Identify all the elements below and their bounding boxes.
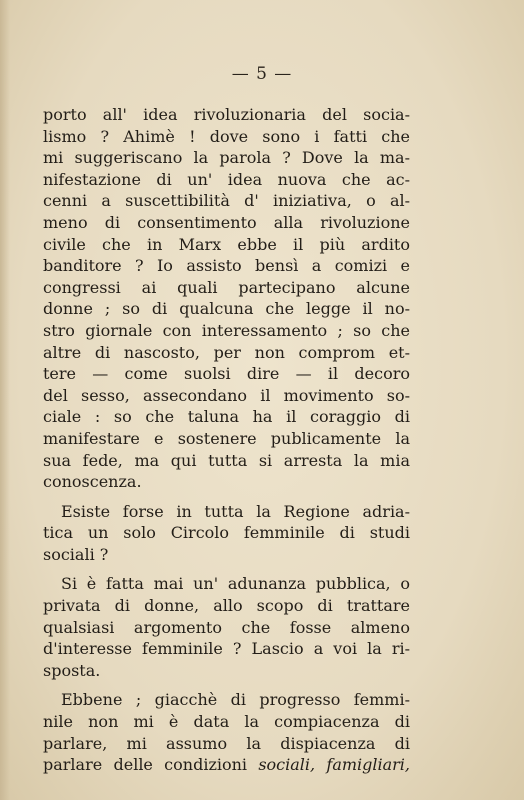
- paragraph-1: [43, 104, 410, 493]
- text-line: cenni a suscettibilità d' iniziativa, o al-: [43, 191, 410, 211]
- text-line: donne ; so di qualcuna che legge il no-: [43, 299, 410, 319]
- text-line: tere — come suolsi dire — il decoro: [43, 364, 410, 384]
- text-line: congressi ai quali partecipano alcune: [43, 277, 410, 297]
- text-line: ciale : so che taluna ha il coraggio di: [43, 407, 410, 427]
- text-line: Esiste forse in tutta la Regione adria-: [61, 501, 410, 521]
- text-line: banditore ? Io assisto bensì a comizi e: [43, 256, 410, 276]
- italic-text: sociali, famigliari,: [258, 755, 411, 775]
- text-line: del sesso, assecondano il movimento so-: [43, 385, 410, 405]
- text-line-final: [43, 754, 410, 776]
- text-line: sua fede, ma qui tutta si arresta la mia: [43, 450, 410, 470]
- text-line: Si è fatta mai un' adunanza pubblica, o: [61, 574, 410, 594]
- text-line: sposta.: [43, 660, 101, 680]
- text-line: tica un solo Circolo femminile di studi: [43, 523, 410, 543]
- text-line: Ebbene ; giacchè di progresso femmi-: [61, 690, 410, 710]
- paragraph-4: [43, 689, 410, 775]
- text-line: d'interesse femminile ? Lascio a voi la ri-: [43, 639, 410, 659]
- text-line: porto all' idea rivoluzionaria del socia-: [43, 105, 410, 124]
- text-line: altre di nascosto, per non comprom et-: [43, 342, 410, 362]
- text-line: conoscenza.: [43, 472, 142, 492]
- text-line: qualsiasi argomento che fosse almeno: [43, 617, 410, 637]
- text-line-prefix: parlare delle condizioni: [43, 755, 259, 775]
- text-line: manifestare e sostenere publicamente la: [43, 428, 410, 448]
- page-edge-shadow: [0, 0, 10, 800]
- paragraph-3: [43, 573, 410, 681]
- page-number: — 5 —: [231, 64, 293, 84]
- paragraph-2: [43, 501, 410, 566]
- body-text: [43, 104, 410, 776]
- text-line: civile che in Marx ebbe il più ardito: [43, 234, 410, 254]
- text-line: parlare, mi assumo la dispiacenza di: [43, 733, 410, 753]
- text-line: meno di consentimento alla rivoluzione: [43, 212, 410, 232]
- text-line: privata di donne, allo scopo di trattare: [43, 596, 410, 616]
- text-line: sociali ?: [43, 544, 109, 564]
- text-line: nile non mi è data la compiacenza di: [43, 712, 410, 732]
- text-line: stro giornale con interessamento ; so che: [43, 320, 410, 340]
- text-line: lismo ? Ahimè ! dove sono i fatti che: [43, 126, 410, 146]
- text-line: nifestazione di un' idea nuova che ac-: [43, 169, 410, 189]
- text-line: mi suggeriscano la parola ? Dove la ma-: [43, 148, 410, 168]
